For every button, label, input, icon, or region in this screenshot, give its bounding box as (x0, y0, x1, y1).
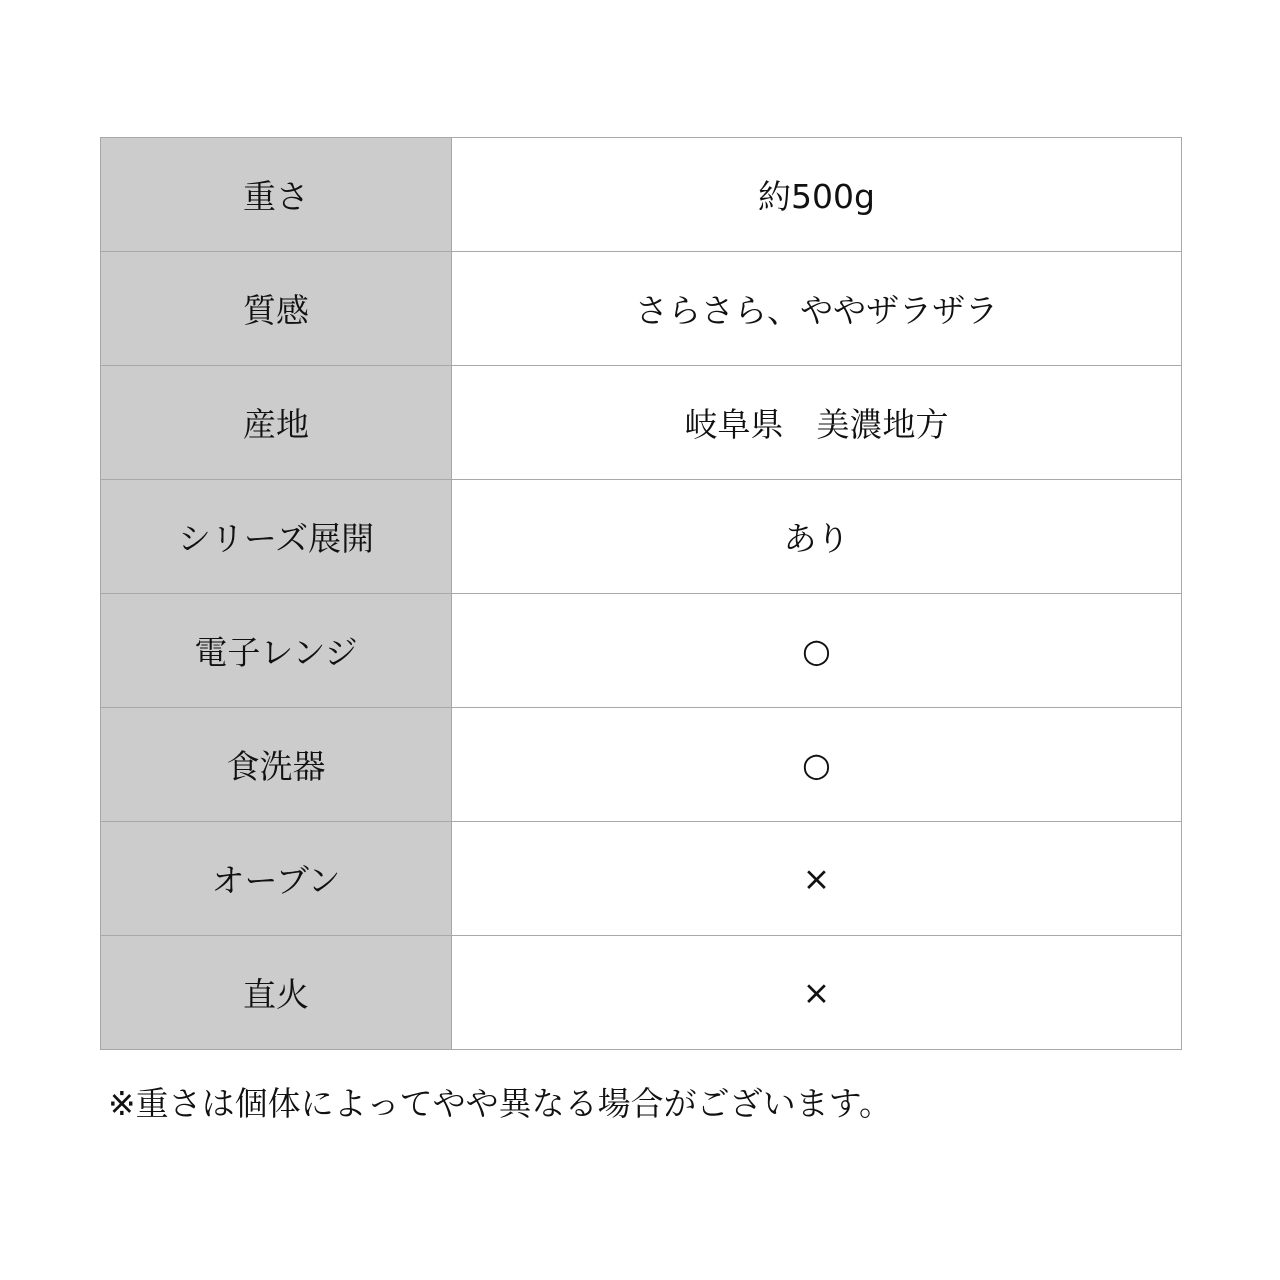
row-label-texture: 質感 (101, 252, 452, 366)
row-value-weight: 約500g (452, 138, 1182, 252)
table-row (101, 594, 1182, 708)
table-row (101, 936, 1182, 1050)
table-row (101, 138, 1182, 252)
row-value-series: あり (452, 480, 1182, 594)
row-label-microwave: 電子レンジ (101, 594, 452, 708)
row-value-microwave: ○ (452, 594, 1182, 708)
row-value-dishwasher: ○ (452, 708, 1182, 822)
row-value-texture: さらさら、ややザラザラ (452, 252, 1182, 366)
row-label-series: シリーズ展開 (101, 480, 452, 594)
row-label-direct-flame: 直火 (101, 936, 452, 1050)
row-label-oven: オーブン (101, 822, 452, 936)
row-label-origin: 産地 (101, 366, 452, 480)
row-value-direct-flame: × (452, 936, 1182, 1050)
table-row (101, 822, 1182, 936)
table-row (101, 252, 1182, 366)
footnote: ※重さは個体によってやや異なる場合がございます。 (108, 1084, 893, 1123)
row-value-oven: × (452, 822, 1182, 936)
table-row (101, 708, 1182, 822)
row-label-weight: 重さ (101, 138, 452, 252)
spec-table (100, 137, 1182, 1050)
table-row (101, 366, 1182, 480)
row-label-dishwasher: 食洗器 (101, 708, 452, 822)
row-value-origin: 岐阜県 美濃地方 (452, 366, 1182, 480)
table-row (101, 480, 1182, 594)
